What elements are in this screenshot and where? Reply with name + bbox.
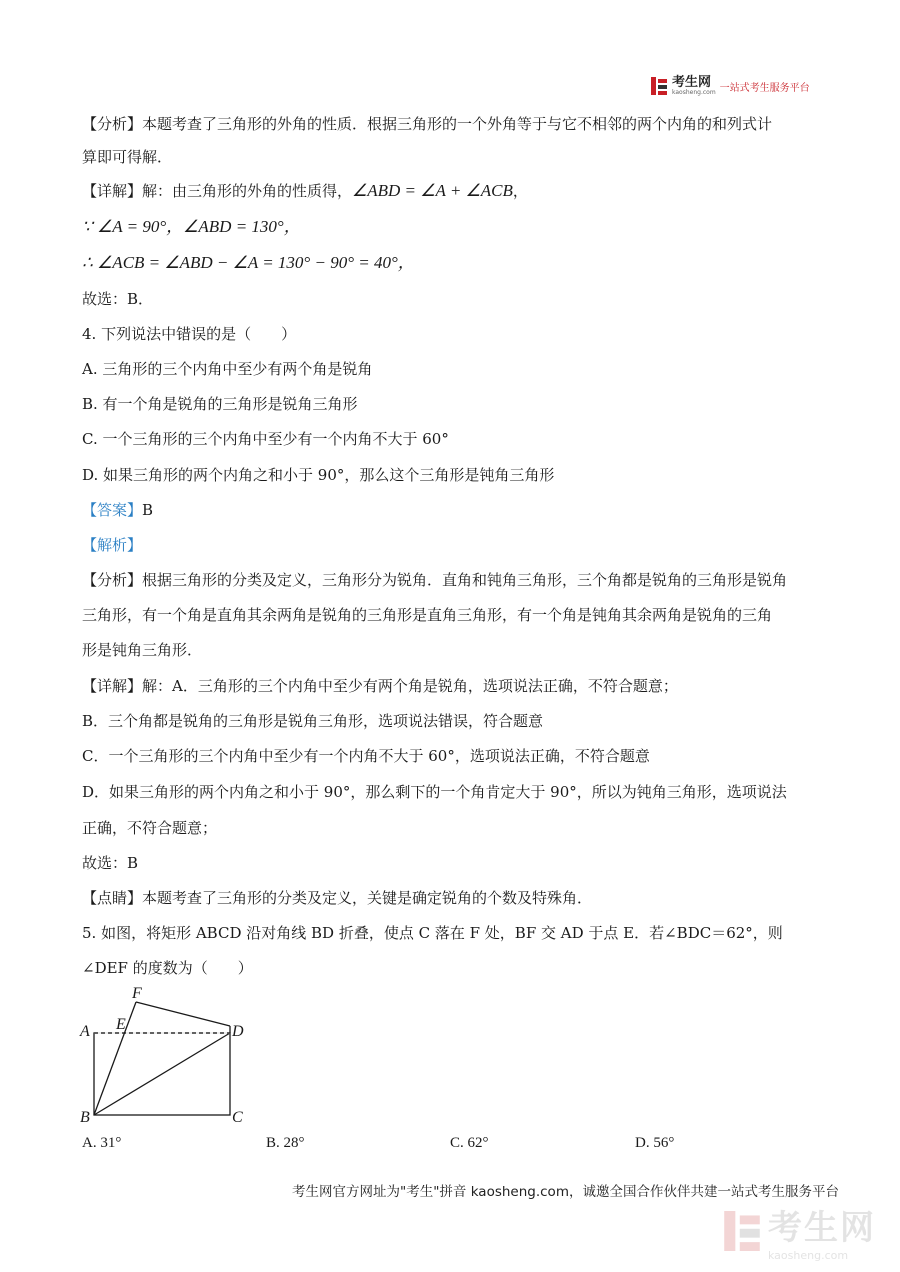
label-d: D (232, 1023, 244, 1040)
kaosheng-logo (650, 73, 810, 99)
q5-rectangle-fold-figure (78, 984, 258, 1129)
kaosheng-logo-icon (650, 76, 668, 96)
q3-analysis-line-1: 【分析】本题考查了三角形的外角的性质．根据三角形的一个外角等于与它不相邻的两个内角的和列式计 (82, 115, 773, 133)
label-a: A (80, 1023, 90, 1040)
q4-detail-line-2: B．三个角都是锐角的三角形是锐角三角形，选项说法错误，符合题意 (82, 712, 544, 730)
q4-detail-line-3: C．一个三角形的三个内角中至少有一个内角不大于 60°，选项说法正确，不符合题意 (82, 747, 650, 765)
q4-option-c: C. 一个三角形的三个内角中至少有一个内角不大于 60° (82, 430, 449, 448)
q5-option-a: A. 31° (82, 1135, 122, 1151)
q5-option-d: D. 56° (635, 1135, 675, 1151)
q3-because-line: ∵ ∠A = 90°，∠ABD = 130°， (82, 217, 301, 236)
watermark (722, 1200, 876, 1262)
q3-detail-prefix: 【详解】解：由三角形的外角的性质得， (82, 182, 353, 200)
q5-stem-line-2: ∠DEF 的度数为（ ） (82, 959, 253, 977)
logo-slogan: 一站式考生服务平台 (719, 82, 810, 94)
label-b: B (80, 1109, 90, 1126)
logo-domain: kaosheng.com (672, 89, 716, 96)
q3-detail-suffix: ， (512, 182, 528, 200)
label-c: C (232, 1109, 243, 1126)
q4-choice-line: 故选：B (82, 854, 139, 872)
q3-analysis-line-2: 算即可得解． (82, 148, 173, 166)
q4-analysis-line-2: 三角形，有一个角是直角其余两角是锐角的三角形是直角三角形，有一个角是钝角其余两角是锐角的三角 (82, 606, 773, 624)
watermark-domain: kaosheng.com (768, 1249, 849, 1262)
q4-detail-line-4: D．如果三角形的两个内角之和小于 90°，那么剩下的一个角肯定大于 90°，所以为钝角三角形，选项说法 (82, 783, 787, 801)
diagonal-bd (94, 1033, 230, 1115)
q4-option-b: B. 有一个角是锐角的三角形是锐角三角形 (82, 395, 358, 413)
segment-bf (94, 1002, 136, 1115)
watermark-logo-icon (722, 1208, 762, 1254)
q5-stem-line-1: 5. 如图，将矩形 ABCD 沿对角线 BD 折叠，使点 C 落在 F 处，BF 交 AD 于点 E．若∠BDC＝62°，则 (82, 924, 783, 942)
label-f: F (132, 985, 142, 1002)
q3-detail-formula: ∠ABD = ∠A + ∠ACB (352, 181, 513, 200)
logo-brand: 考生网 (672, 75, 712, 90)
q4-detail-line-5: 正确，不符合题意； (82, 819, 218, 837)
q3-choice-line: 故选：B． (82, 290, 154, 308)
watermark-text: 考生网 (768, 1208, 876, 1248)
q5-option-c: C. 62° (450, 1135, 489, 1151)
label-e: E (116, 1016, 126, 1033)
q4-stem: 4. 下列说法中错误的是（ ） (82, 325, 297, 343)
q4-analysis-line-3: 形是钝角三角形． (82, 641, 203, 659)
q4-comment-line: 【点睛】本题考查了三角形的分类及定义，关键是确定锐角的个数及特殊角． (82, 889, 593, 907)
q4-answer-tag: 【答案】 (82, 501, 143, 519)
q4-answer-line (82, 500, 153, 520)
q4-detail-line-1: 【详解】解：A．三角形的三个内角中至少有两个角是锐角，选项说法正确，不符合题意； (82, 677, 678, 695)
q4-option-a: A. 三角形的三个内角中至少有两个角是锐角 (82, 360, 373, 378)
q4-analysis-tag: 【解析】 (82, 536, 143, 554)
page-footer: 考生网官方网址为"考生"拼音 kaosheng.com，诚邀全国合作伙伴共建一站式考生服务平台 (292, 1184, 839, 1200)
q3-detail-line (82, 181, 528, 201)
segment-fd (136, 1002, 230, 1026)
q4-analysis-line-1: 【分析】根据三角形的分类及定义，三角形分为锐角．直角和钝角三角形，三个角都是锐角的三角形是锐角 (82, 571, 788, 589)
q5-option-b: B. 28° (266, 1135, 305, 1151)
q4-answer-value: B (142, 501, 154, 519)
q3-therefore-line: ∴ ∠ACB = ∠ABD − ∠A = 130° − 90° = 40°， (82, 253, 415, 272)
q4-option-d: D. 如果三角形的两个内角之和小于 90°，那么这个三角形是钝角三角形 (82, 466, 555, 484)
